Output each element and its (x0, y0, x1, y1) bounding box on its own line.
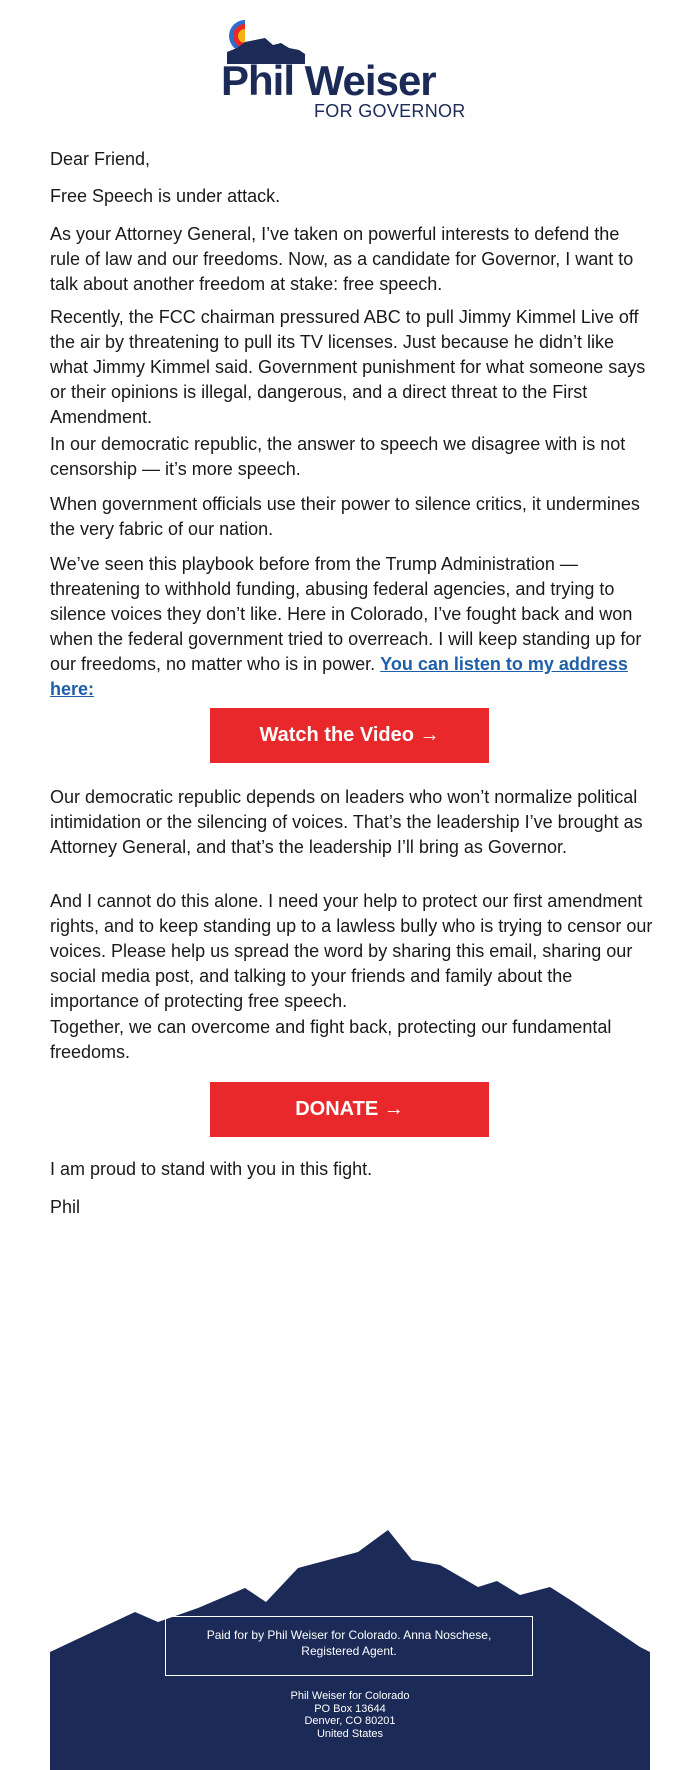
donate-button[interactable]: DONATE → (210, 1082, 489, 1137)
paid-for-disclaimer: Paid for by Phil Weiser for Colorado. Anna Noschese, Registered Agent. (165, 1616, 533, 1676)
address-org: Phil Weiser for Colorado (290, 1690, 410, 1702)
watch-video-button[interactable]: Watch the Video → (210, 708, 489, 763)
paragraph-9: Together, we can overcome and fight back, protecting our fundamental freedoms. (50, 1017, 612, 1062)
signature: Phil (50, 1197, 81, 1217)
donation-note: This campaign is powered by grassroots donations. You can click here to make a donation to support Phil's campaign to become Colorado's next governor. Email is a key way for us to stay in touch and make sure you get the latest updates from our campaign. But if you would like to unsubscribe, click here. (86, 1385, 614, 1432)
paragraph-7: Our democratic republic depends on leaders who won’t normalize political intimidation or the silencing of voices. That’s the leadership I’ve brought as Attorney General, and that’s the leadership I’ll bring as Governor. (50, 787, 643, 857)
logo-tagline: FOR GOVERNOR (314, 101, 466, 121)
paragraph-8: And I cannot do this alone. I need your help to protect our first amendment rights, and to keep standing up to a lawless bully who is trying to censor our voices. Please help us spread the word by sharing this email, sharing our social media post, and talking to your friends and family about the importance of protecting free speech. (50, 891, 653, 1011)
paragraph-4: In our democratic republic, the answer to speech we disagree with is not censorship — it’s more speech. (50, 434, 626, 479)
donate-click-here-link[interactable]: click here (383, 1385, 435, 1397)
paragraph-6: We’ve seen this playbook before from the Trump Administration — threatening to withhold funding, abusing federal agencies, and trying to silence voices they don’t like. Here in Colorado, I’ve fought back and won when the federal government tried to overreach. I will keep standing up for our freedoms, no matter who is in power. You can listen to my address here: (50, 554, 642, 699)
paragraph-5: When government officials use their power to silence critics, it undermines the very fabric of our nation. (50, 494, 640, 539)
address-po: PO Box 13644 (314, 1702, 386, 1715)
listen-address-link[interactable]: You can listen to my address here: (50, 654, 628, 699)
address-city: Denver, CO 80201 (304, 1715, 396, 1727)
greeting: Dear Friend, (50, 149, 151, 169)
paragraph-2: As your Attorney General, I’ve taken on powerful interests to defend the rule of law and our freedoms. Now, as a candidate for Governor, I want to talk about another freedom at stake: free speech. (50, 224, 634, 294)
logo-name: Phil Weiser (221, 57, 436, 104)
paragraph-3: Recently, the FCC chairman pressured ABC to pull Jimmy Kimmel Live off the air by threatening to pull its TV licenses. Just because he didn’t like what Jimmy Kimmel said. Government punishment for what someone says or their opinions is illegal, dangerous, and a direct threat to the First Amendment. (50, 307, 646, 427)
address-country: United States (316, 1727, 384, 1740)
unsubscribe-link[interactable]: unsubscribe, click here (446, 1420, 569, 1432)
paragraph-1: Free Speech is under attack. (50, 186, 281, 206)
closing-line: I am proud to stand with you in this fight. (50, 1159, 373, 1179)
inbox-note: Make sure this email goes to your inbox. Add teamphil@philforcolorado.com to your address book. (110, 1353, 590, 1365)
mailing-address (200, 1690, 500, 1740)
campaign-logo (221, 16, 481, 126)
